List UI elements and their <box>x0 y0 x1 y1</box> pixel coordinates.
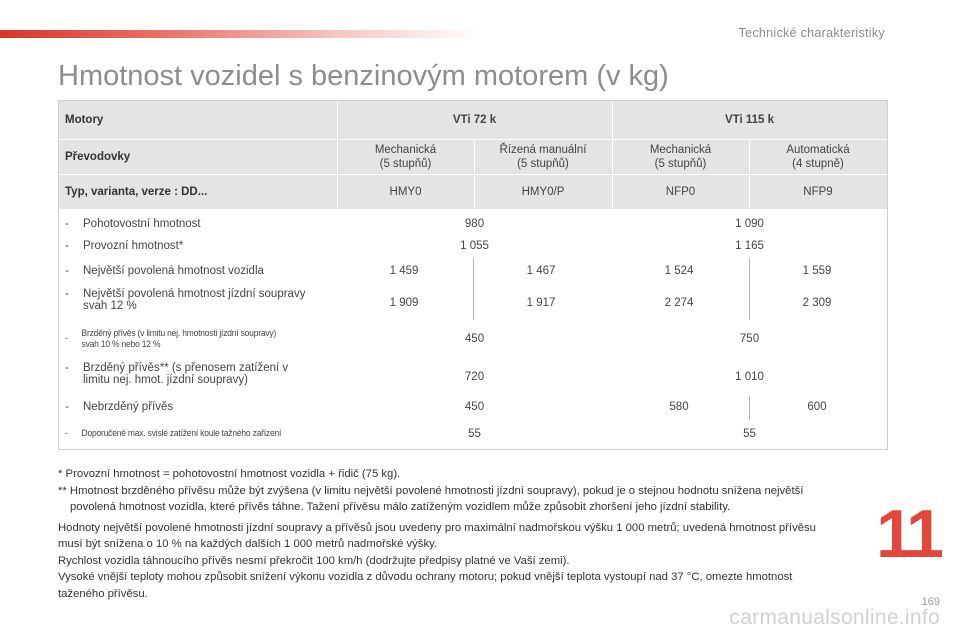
paragraph-3b: taženého přívěsu. <box>58 587 148 600</box>
gearbox-1: Mechanická (5 stupňů) <box>374 143 437 170</box>
prevodovky-label: Převodovky <box>65 150 131 163</box>
gearbox-header-row <box>59 140 887 175</box>
type-4: NFP9 <box>803 185 833 198</box>
type-header-row <box>59 175 887 210</box>
engine-vti115: VTi 115 k <box>724 113 775 126</box>
row-nejvetsi-vozidla: - Největší povolená hmotnost vozidla 1 459 1 467 1 524 1 559 <box>65 265 832 277</box>
section-title: Technické charakteristiky <box>738 26 885 40</box>
header-accent-bar <box>0 30 480 38</box>
split-line-vti115 <box>749 258 750 320</box>
row-provozni: - Provozní hmotnost* 1 055 1 165 <box>65 240 764 252</box>
row-doporucene: - Doporučené max. svislé zatížení koule tažného zařízení 55 55 <box>65 428 756 440</box>
chapter-number: 11 <box>876 496 940 572</box>
weights-table <box>58 100 888 450</box>
gearbox-3: Mechanická (5 stupňů) <box>649 143 712 170</box>
split-line-vti72 <box>473 258 474 320</box>
type-2: HMY0/P <box>521 185 565 198</box>
paragraph-1a: Hodnoty největší povolené hmotnosti jízdní soupravy a přívěsů jsou uvedeny pro maximální nadmořskou výšku 1 000 metrů; uvedená hmotnost přívěsu <box>58 521 816 534</box>
footnote-2a: ** Hmotnost brzděného přívěsu může být zvýšena (v limitu největší povolené hmotnosti jízdní soupravy), pokud je o stejnou hodnotu snížena největší <box>58 484 804 497</box>
row-nebrzdeny: - Nebrzděný přívěs 450 580 600 <box>65 401 827 413</box>
gearbox-2: Řízená manuální (5 stupňů) <box>499 143 587 170</box>
footnotes <box>58 466 898 602</box>
watermark: carmanualsonline.info <box>729 606 940 629</box>
row-brzdeny-svah: - Brzděný přívěs (v limitu nej. hmotnosti jízdní soupravy) svah 10 % nebo 12 % 450 750 <box>65 327 760 349</box>
typ-label: Typ, varianta, verze : DD... <box>65 185 208 198</box>
page-number: 169 <box>921 596 940 608</box>
engine-vti72: VTi 72 k <box>452 113 497 126</box>
gearbox-4: Automatická (4 stupně) <box>786 143 850 170</box>
motory-label: Motory <box>65 113 104 126</box>
split-line-nebrzdeny <box>749 396 750 420</box>
row-nejvetsi-soupravy: - Největší povolená hmotnost jízdní soupravy svah 12 % 1 909 1 917 2 274 2 309 <box>65 288 832 312</box>
row-pohotovostni: - Pohotovostní hmotnost 980 1 090 <box>65 218 764 230</box>
type-3: NFP0 <box>665 185 696 198</box>
paragraph-3a: Vysoké vnější teploty mohou způsobit snížení výkonu vozidla z důvodu ochrany motoru; pokud vnější teplota vystoupí nad 37 °C, omezte hmotnost <box>58 571 793 583</box>
engines-header-row <box>59 101 887 140</box>
paragraph-2: Rychlost vozidla táhnoucího přívěs nesmí překročit 100 km/h (dodržujte předpisy platné ve Vaší zemi). <box>58 554 570 567</box>
footnote-1: * Provozní hmotnost = pohotovostní hmotnost vozidla + řidič (75 kg). <box>58 468 401 480</box>
type-1: HMY0 <box>389 185 422 198</box>
row-brzdeny-prenos: - Brzděný přívěs** (s přenosem zatížení v limitu nej. hmot. jízdní soupravy) 720 1 010 <box>65 362 764 386</box>
paragraph-1b: musí být snížena o 10 % na každých dalších 1 000 metrů nadmořské výšky. <box>58 538 438 550</box>
footnote-2b: povolená hmotnost vozidla, které přívěs táhne. Tažení přívěsu málo zatíženým vozidlem může způsobit zhoršení jeho jízdní stability. <box>70 501 731 513</box>
page-title: Hmotnost vozidel s benzinovým motorem (v kg) <box>58 60 669 92</box>
